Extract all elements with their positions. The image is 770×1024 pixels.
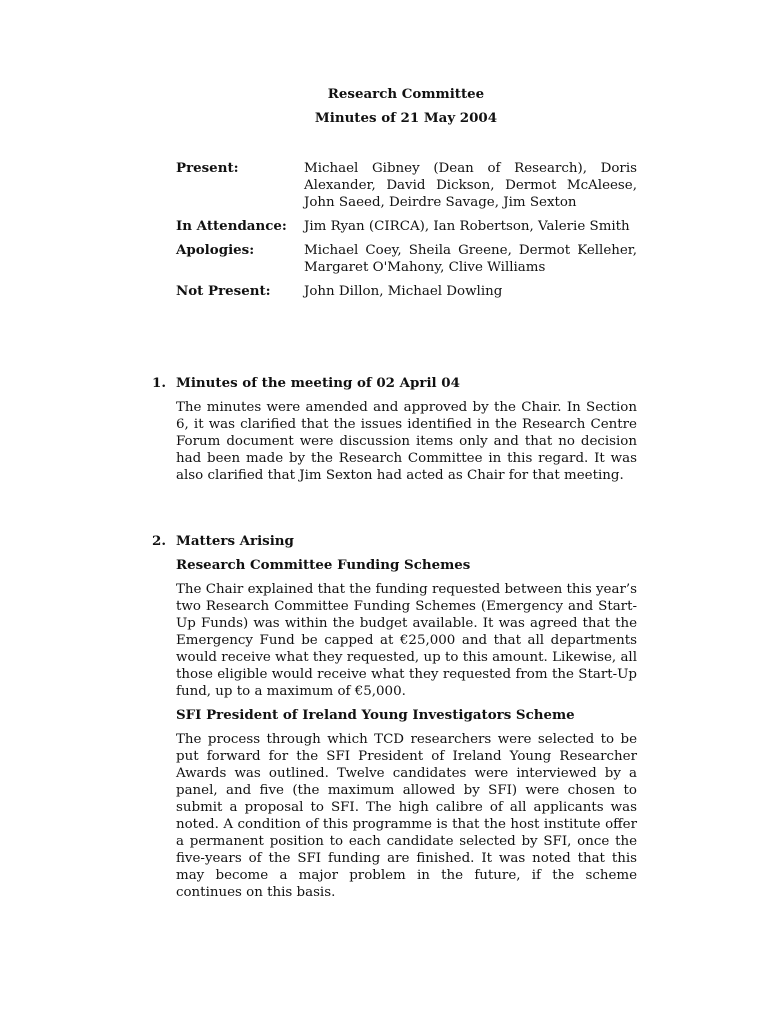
attendance-label: Present:	[176, 160, 239, 176]
section-title: Minutes of the meeting of 02 April 04	[176, 375, 460, 391]
attendance-row-apologies	[176, 242, 637, 276]
attendance-list	[176, 160, 637, 307]
section-number: 2.	[152, 533, 166, 549]
section-minutes	[152, 375, 637, 484]
subsection-heading-sfi: SFI President of Ireland Young Investigators Scheme	[176, 707, 575, 723]
attendance-value: Jim Ryan (CIRCA), Ian Robertson, Valerie Smith	[304, 219, 630, 234]
document-title: Research Committee	[327, 86, 485, 102]
attendance-row-present	[176, 160, 637, 211]
subsection-heading-funding: Research Committee Funding Schemes	[176, 557, 471, 573]
attendance-label: Apologies:	[176, 242, 255, 258]
attendance-row-in-attendance	[176, 218, 637, 235]
section-matters-arising	[152, 533, 637, 901]
section-paragraph: The minutes were amended and approved by the Chair. In Section 6, it was clarified that the issues identified in the Research Centre Forum document were discussion items only and that no decision had been made by the Research Committee in this regard. It was also clarified that Jim Sexton had acted as Chair for that meeting.	[176, 400, 637, 483]
section-heading	[152, 375, 637, 392]
attendance-label: In Attendance:	[176, 218, 287, 234]
attendance-value: John Dillon, Michael Dowling	[304, 284, 503, 299]
subsection-paragraph-sfi: The process through which TCD researchers were selected to be put forward for the SFI President of Ireland Young Researcher Awards was outlined. Twelve candidates were interviewed by a panel, and five (the maximum allowed by SFI) were chosen to submit a proposal to SFI. The high calibre of all applicants was noted. A condition of this programme is that the host institute offer a permanent position to each candidate selected by SFI, once the five-years of the SFI funding are finished. It was noted that this may become a major problem in the future, if the scheme continues on this basis.	[176, 732, 637, 900]
section-title: Matters Arising	[176, 533, 294, 549]
attendance-label: Not Present:	[176, 283, 271, 299]
document-subtitle: Minutes of 21 May 2004	[314, 110, 498, 126]
attendance-value: Michael Coey, Sheila Greene, Dermot Kelleher, Margaret O'Mahony, Clive Williams	[304, 243, 637, 275]
section-number: 1.	[152, 375, 166, 391]
section-heading	[152, 533, 637, 550]
subsection-paragraph-funding: The Chair explained that the funding requested between this year’s two Research Committee Funding Schemes (Emergency and Start-Up Funds) was within the budget available. It was agreed that the Emergency Fund be capped at €25,000 and that all departments would receive what they requested, up to this amount. Likewise, all those eligible would receive what they requested from the Start-Up fund, up to a maximum of €5,000.	[176, 582, 637, 699]
attendance-row-not-present	[176, 283, 637, 300]
attendance-value: Michael Gibney (Dean of Research), Doris Alexander, David Dickson, Dermot McAleese, John Saeed, Deirdre Savage, Jim Sexton	[304, 161, 637, 210]
